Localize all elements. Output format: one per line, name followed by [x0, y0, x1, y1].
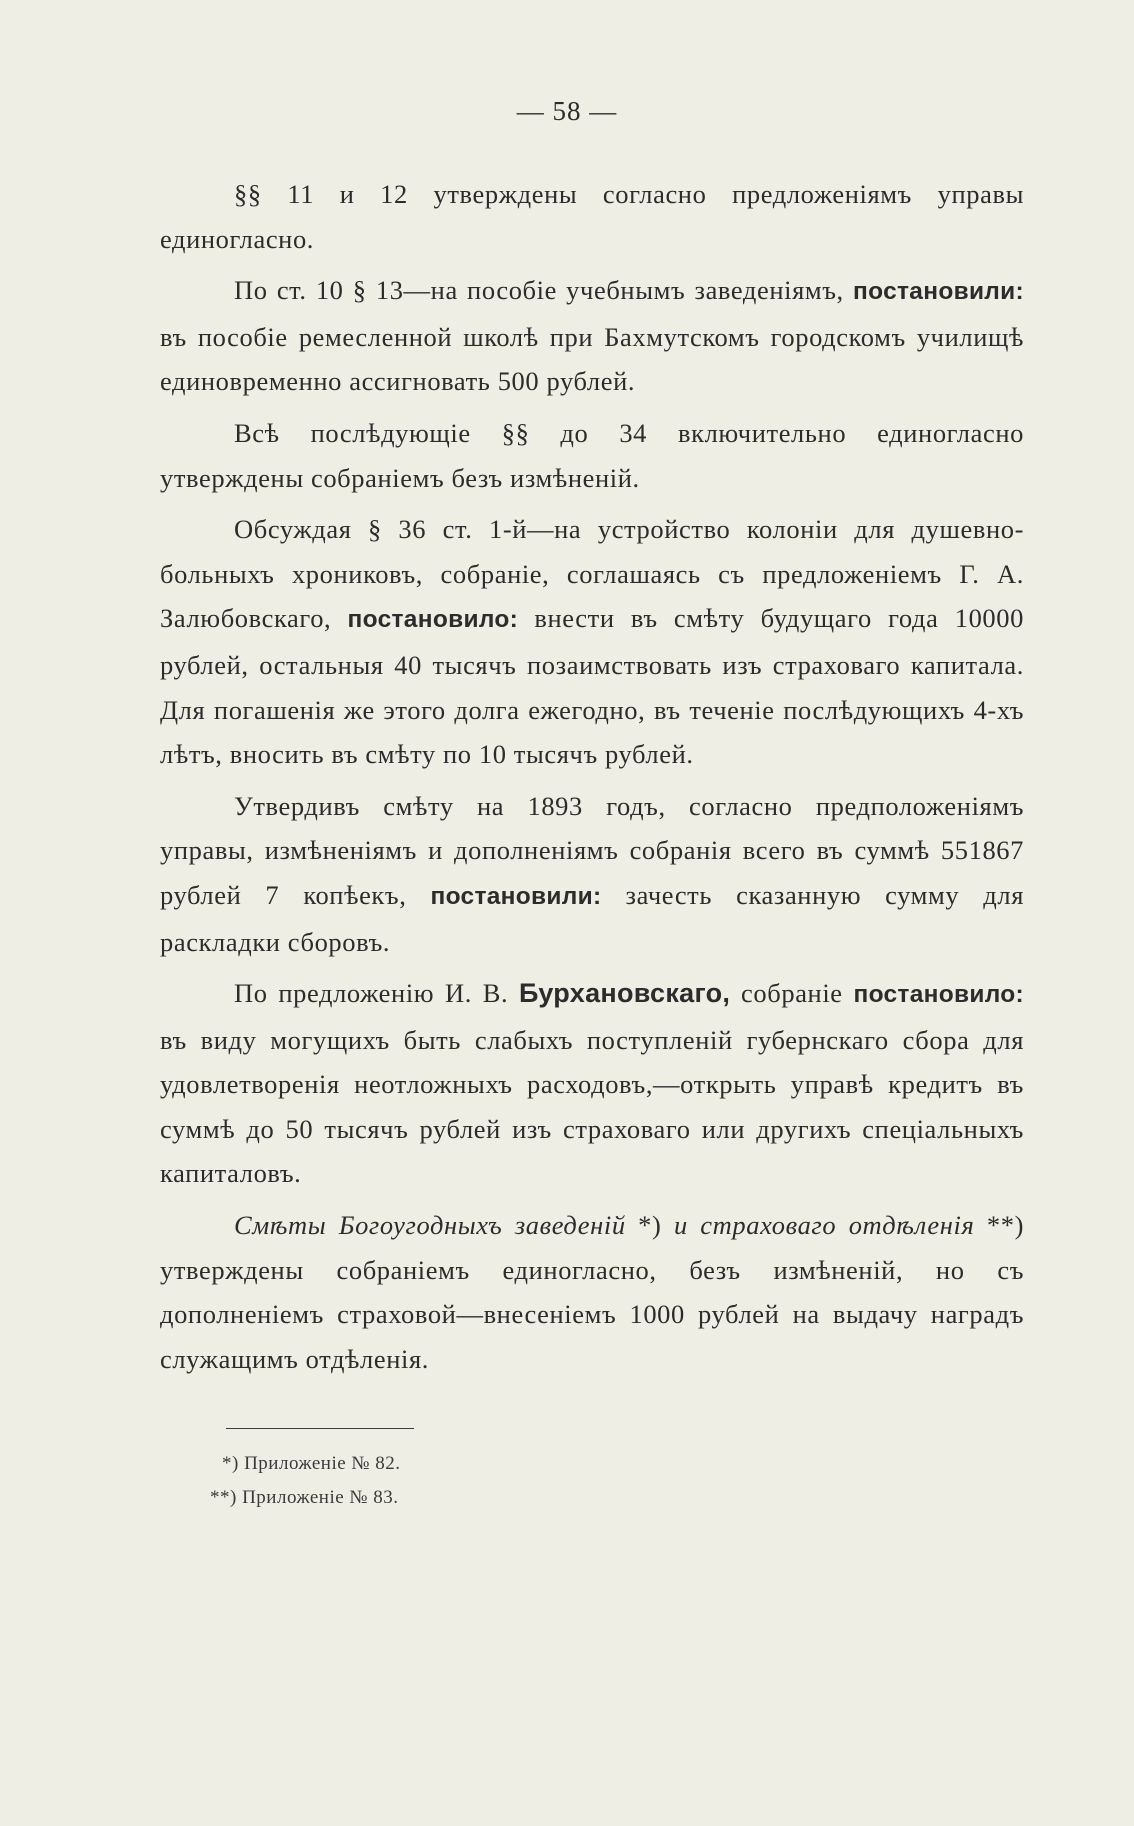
paragraph-4: [160, 507, 1024, 777]
paragraph-3: Всѣ послѣдующіе §§ до 34 включительно единогласно утверждены собраніемъ безъ измѣненій.: [160, 417, 1024, 493]
paragraph-1: §§ 11 и 12 утверждены согласно предложеніямъ управы единогласно.: [160, 179, 1024, 254]
paragraph-2: [160, 268, 1024, 404]
footnote-1: *) Приложеніе № 82.: [222, 1453, 401, 1474]
estimates-title-1: Смѣты Богоугодныхъ заведеній: [234, 1210, 626, 1241]
footnotes: [210, 1447, 401, 1515]
footnote-ref-1: *): [638, 1210, 662, 1241]
footnote-ref-2: **): [986, 1210, 1024, 1241]
resolution-label: постановили:: [853, 278, 1024, 306]
page-number: — 58 —: [516, 96, 618, 126]
estimates-title-2: и страховаго отдѣленія: [673, 1210, 975, 1241]
paragraph-6: [160, 971, 1024, 1196]
paragraph-2-text-1: По ст. 10 § 13—на пособіе учебнымъ заведеніямъ,: [234, 275, 844, 306]
paragraph-7-text: утверждены собраніемъ единогласно, безъ измѣненій, но съ дополненіемъ страховой—внесеніемъ 1000 рублей на выдачу наградъ служащимъ отдѣленія.: [160, 1254, 1024, 1374]
footnote-divider: [226, 1428, 414, 1429]
proposer-name: Бурхановскаго,: [519, 978, 731, 1009]
paragraph-5-text-1: Утвердивъ смѣту на 1893 годъ, согласно предположеніямъ управы, измѣненіямъ и дополненіямъ собранія всего въ суммѣ 551867 рублей 7 копѣекъ,: [160, 790, 1024, 910]
resolution-label: постановило:: [853, 981, 1025, 1009]
paragraph-2-text-2: въ пособіе ремесленной школѣ при Бахмутскомъ городскомъ училищѣ единовременно ассигновать 500 рублей.: [160, 321, 1024, 397]
paragraph-6-text-2: собраніе: [741, 978, 843, 1009]
paragraph-7: [160, 1203, 1024, 1381]
paragraph-5: [160, 784, 1024, 964]
paragraph-4-text-2: внести въ смѣту будущаго года 10000 рублей, остальныя 40 тысячъ позаимствовать изъ страховаго капитала. Для погашенія же этого долга ежегодно, въ теченіе послѣдующихъ 4-хъ лѣтъ, вносить въ смѣту по 10 тысячъ рублей.: [160, 603, 1024, 770]
footnote-2: **) Приложеніе № 83.: [210, 1487, 399, 1508]
paragraph-6-text-1: По предложенію И. В.: [234, 978, 509, 1009]
body-text: [160, 172, 1024, 1388]
paragraph-5-text-2: зачесть сказанную сумму для раскладки сборовъ.: [160, 879, 1024, 957]
paragraph-6-text-3: въ виду могущихъ быть слабыхъ поступленій губернскаго сбора для удовлетворенія неотложныхъ расходовъ,—открыть управѣ кредитъ въ суммѣ до 50 тысячъ рублей изъ страховаго или другихъ спеціальныхъ капиталовъ.: [160, 1024, 1024, 1189]
paragraph-4-text-1: Обсуждая § 36 ст. 1-й—на устройство колоніи для душевно-больныхъ хрониковъ, собраніе, соглашаясь съ предложеніемъ Г. А. Залюбовскаго,: [160, 514, 1024, 634]
resolution-label: постановило:: [347, 606, 519, 634]
resolution-label: постановили:: [430, 882, 602, 910]
